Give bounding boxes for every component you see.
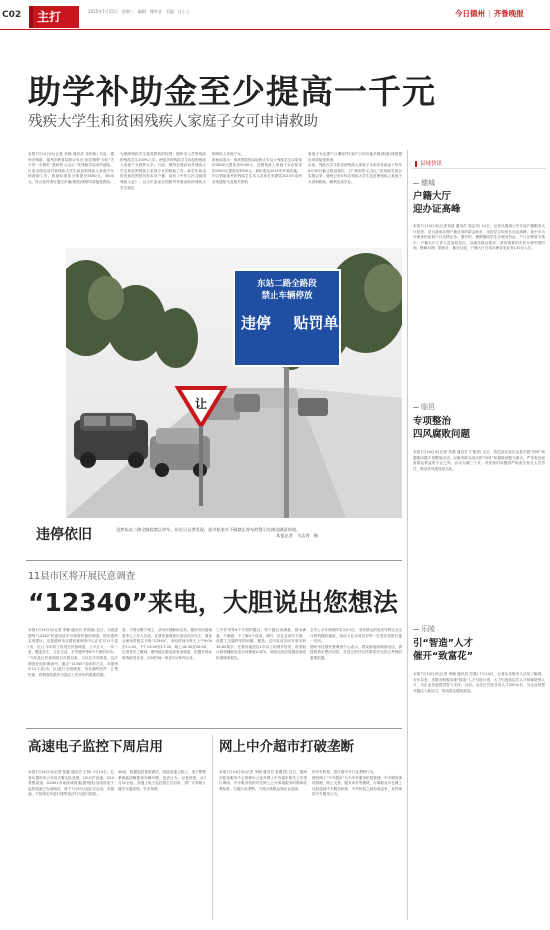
sidebar-kicker-3: 乐陵	[413, 624, 435, 634]
page-number: C02	[2, 10, 22, 20]
masthead-brand: 今日德州 | 齐鲁晚报	[455, 9, 524, 18]
story3-headline: 高速电子监控下周启用	[28, 739, 163, 755]
lead-subheadline: 残疾大学生和贫困残疾人家庭子女可申请救助	[28, 114, 318, 130]
story4-headline: 网上中介超市打破垄断	[219, 739, 354, 755]
lead-headline: 助学补助金至少提高一千元	[28, 72, 436, 111]
sign-text-right: 贴罚单	[293, 314, 339, 332]
yield-sign-text: 让	[194, 397, 208, 411]
sidebar-title: 县域快讯	[415, 159, 442, 167]
story-divider-vertical	[212, 735, 213, 920]
sign-text-top: 东站二路全路段	[257, 279, 317, 289]
story3-column-1: 本报7月14日讯(记者 张磊 通讯员 王帅) 7月14日，记者从德州市公安局交警支队获悉，G2京沪高速、G20青银高速、G2001济南绕城高速(德州段)沿线的电子监控设备已完成调试，将于7月20日起正式启用，对超速、不按规定车道行驶等违法行为进行抓拍。	[28, 770, 114, 797]
story2-column-1: 本报7月14日讯(记者 李楠 通讯员 李英刚) 近日，为推进德州“12340”民意电话平台调查民意的调查，提出您的宝贵建议。这是德州市社情民意调查中心正在对11个县(市、区)上半年的工作进行民意调查，公平正义，一年一度，覆盖民生、文化生活、平安德州等6个方面的评价。 “今年县区民意调查自开展以来，与以往不同的是，这次调查在组织调查中，通过“12340”电话的方式，对德州市11个县(市、区)进行全面调查，旨在倾听民声、汇集民意，将调查结果作为县区工作评价的重要依据。	[28, 628, 118, 677]
lead-column-1: 本报7月14日讯(记者 李楠 通讯员 朱相如) 日前，德州市残联、德州市教育局联合举办“助学圆梦·为你”关于进一步做好“我和你·心连心”扶残助学活动的通知。日前全面启动对我残疾大学生和贫困残疾人家庭子女的救助工作，救助标准将分别提至5000元、3000元，符合条件者可通过乡镇(街道)残联申请接受资助。	[28, 152, 114, 184]
caption-body: 虽然东站二路全路段禁止停车，但近日记者发现，很多私家车不顾禁止停车的警示在路边随意停放。	[116, 527, 301, 532]
story2-column-2: 查，不再仅限于城上，请市民理解和支持。德州市民意调查中心工作人员说，社情民意调查以电话访问为主，调查会使用带固定号码“12340”，来电时间为每天上午9:00至11:30，下午13:00至17:30，晚上18:30至20:00。 记者采访了解到，德州地区都选择电话调查，依据多项标准选取受访者，访问时间一般在5分钟内完成。	[122, 628, 212, 660]
sidebar-headline-3b: 催开“致富花”	[413, 651, 473, 662]
brand-name-a: 今日德州	[455, 9, 485, 18]
section-tag: 主打	[29, 6, 79, 28]
sign-text-mid: 禁止车辆停放	[261, 291, 313, 301]
sidebar-body-1: 本报7月14日讯(记者刘清 通讯员 郭志民) 14日，记者从德城公安分局户籍服务大厅获悉，近日前来办理户籍业务的群众较多，出现学生和家长办证高峰，其中多为办理身份证和户口迁移业务。据介绍，暑假期间学生办理身份证、户口迁移较为集中，户籍大厅工作人员加班加点，以满足群众需求，请有需要的市民合理安排时间，错峰办理。据统计，截至目前，户籍大厅日均办理各类业务130余人次。	[413, 224, 545, 251]
sidebar-rule	[412, 168, 546, 169]
section-divider	[26, 560, 402, 561]
sidebar-divider	[407, 150, 408, 920]
lead-column-3: 困残疾人家庭子女。 救助标准为：被高等院校录取的大专以上残疾学生由原来的3000元提高至5000元；贫困残疾人家庭子女由原来的2000元提高至3000元，新标准从2015年开始实施。 符合资助条件的残疾学生本人或家长务需凭2015年高考录取通知书及相关资料	[212, 152, 302, 184]
story4-column-1: 本报7月14日讯(记者 李楠 通讯员 梁增君) 近日，德州市政务服务中心管理办公室对网上中介超市相关工作进行调研，中介服务机构可在网上公开承诺服务时限和收费标准，打破行业垄断，方便办事群众和企业选择。	[219, 770, 307, 791]
photo-caption-title: 违停依旧	[36, 527, 92, 543]
sidebar-headline-1a: 户籍大厅	[413, 191, 452, 202]
story2-column-4: 全市上半年调查样本为2.5万，受访群众的电话号码完全由计算机随机抽取，将由专业访问员对每一位受访者进行逐一访问。 德州市社情民意调查中心表示，群众如接到调查电话，请按照真实想法回答。对县区的评价结果将作为综合考核的重要依据。	[310, 628, 402, 660]
sidebar-headline-2b: 四风腐败问题	[413, 429, 471, 440]
sign-text-left: 违停	[240, 314, 272, 332]
story2-headline: “12340”来电，大胆说出您想法	[28, 588, 398, 617]
news-photo	[66, 248, 402, 518]
story4-column-2: 的中介机构，将打破中介行业垄断行为。 德州网上“中介超市”分为中介服务机构管理、中介服务事项管理、网上交易、服务评价等模块，办事群众可在网上比较选择中介服务机构，中介机构之间形成竞争，有效规范中介服务行为。	[312, 770, 402, 797]
sidebar-kicker-1: 德城	[413, 178, 435, 188]
story2-divider	[26, 728, 402, 729]
lead-column-2: 为保障残疾学生接受教育的权利，德州市人员等残疾的残疾学生100%入学，使更多的残疾学生和贫困残疾人家庭子女圆梦大学。日前，德州全面启动对残疾大学生和贫困残疾人家庭子女的救助工作。新学年助金的发放范围是具有本市户籍，持有《中华人民共和国残疾人证》，且当年参加全国统考并被录取的残疾大学生和贫	[120, 152, 206, 190]
date-editor-line: 2015年7月15日 星期三 编辑：傅华芝 美编：仕土土	[88, 9, 190, 14]
photo-caption-text	[116, 527, 400, 539]
sidebar-kicker-2: 临邑	[413, 402, 435, 412]
story2-column-3: 工作作风等6个方面的题目，每个题目设满意、基本满意、不满意、不了解4个选项。同时，在社会治安方面，设置了交通秩序的问题。据悉，这次电话访问对象年龄18-65周岁，在被访地居住1年以上的城乡居民，将采取计算机辅助电话访问系统(CATI)，调查完成后将据此形成民意调查报告。	[216, 628, 306, 660]
sidebar-headline-2a: 专项整治	[413, 416, 452, 427]
brand-name-b: 齐鲁晚报	[493, 9, 524, 18]
story3-column-2: 48处，根据监控系统测试，国道高速公路上，电子警察系统能清晰抓拍车辆号牌、违法行为，记者获悉，从7月20日起，高速上电子监控将正式启用，望广大驾驶人遵守交通规则，安全驾驶。	[118, 770, 206, 791]
photo-credit: 本报记者 马志秀 摄	[276, 533, 318, 538]
header-rule	[0, 29, 550, 30]
sidebar-body-2: 本报7月14日讯(记者 刘磊 通讯员 宁艳青) 近日，临邑县纪委在全县开展“四风”和腐败问题专项整治活动，以解决群众身边的“四风”和腐败问题为重点，严肃查处侵害群众利益的不正之风。活动为期三个月，对发现的问题将严格追究相关人员责任，推动作风建设常态化。	[413, 450, 545, 471]
sidebar-headline-1b: 迎办证高峰	[413, 204, 461, 215]
lead-column-4: 家庭子女还需户口簿原件1到户口所在地乡镇(街道)残联提出申请接受审查。 目前，残疾大学生和贫困残疾人家庭子女助学补助金于每年8月30日截止报送到位，日“我和你·心连心”扶残助学项目实施以来，德州已有570名残疾大学生及贫困残疾人家庭子女得到救助，顺利完成学业。	[308, 152, 402, 184]
sidebar-headline-3a: 引“智造”人才	[413, 638, 473, 649]
story2-kicker: 11县市区将开展民意调查	[28, 571, 136, 582]
sidebar-body-3: 本报7月14日讯(记者 李楠 通讯员 史磊) 7月14日，记者从乐陵市人社局了解到，今年以来，乐陵市积极实施“智造”人才引进计划，大力引进高层次人才和紧缺型人才，为企业发展提供智力支持。目前，全市已引进各类人才200余名，为企业转型升级注入新活力，带动群众增收致富。	[413, 672, 545, 693]
